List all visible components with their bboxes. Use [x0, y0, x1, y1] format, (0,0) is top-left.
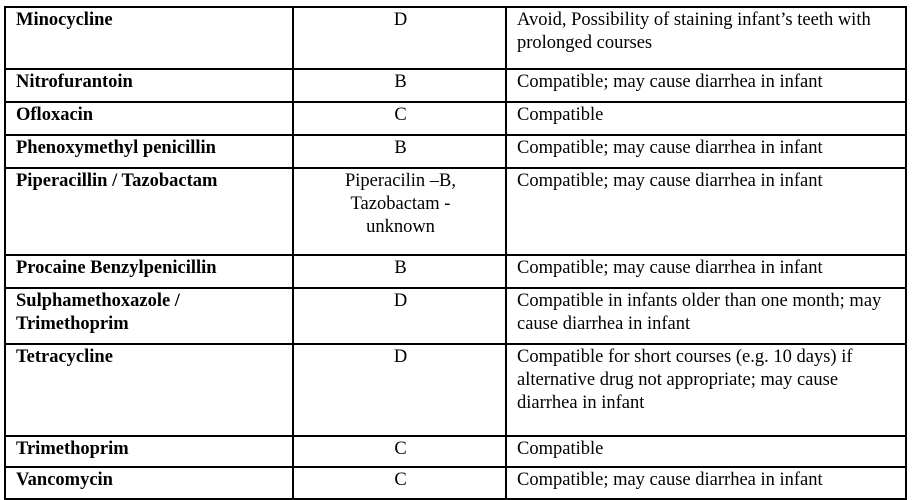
notes-cell: Compatible; may cause diarrhea in infant	[506, 69, 906, 102]
category-cell: B	[293, 255, 506, 288]
notes-cell: Compatible; may cause diarrhea in infant	[506, 467, 906, 499]
drug-name-cell: Tetracycline	[5, 344, 293, 436]
drug-name-cell: Ofloxacin	[5, 102, 293, 135]
notes-cell: Avoid, Possibility of staining infant’s teeth with prolonged courses	[506, 7, 906, 69]
category-line: Piperacilin –B,	[345, 171, 456, 191]
table-row	[5, 69, 906, 102]
category-cell: B	[293, 69, 506, 102]
category-cell: D	[293, 288, 506, 344]
drug-name-cell: Minocycline	[5, 7, 293, 69]
table-row	[5, 467, 906, 499]
drug-name-line: Sulphamethoxazole /	[16, 291, 180, 311]
category-cell: C	[293, 467, 506, 499]
drug-name-line: Trimethoprim	[16, 314, 129, 334]
notes-cell: Compatible	[506, 436, 906, 467]
table-row	[5, 102, 906, 135]
table-row	[5, 288, 906, 344]
table-row	[5, 255, 906, 288]
drug-name-cell: Vancomycin	[5, 467, 293, 499]
drug-name-cell: Nitrofurantoin	[5, 69, 293, 102]
drug-name-cell: Phenoxymethyl penicillin	[5, 135, 293, 168]
category-cell: C	[293, 102, 506, 135]
table-row	[5, 436, 906, 467]
notes-cell: Compatible; may cause diarrhea in infant	[506, 135, 906, 168]
category-cell: B	[293, 135, 506, 168]
category-cell: C	[293, 436, 506, 467]
table-row	[5, 7, 906, 69]
category-cell	[293, 168, 506, 255]
drug-name-cell: Piperacillin / Tazobactam	[5, 168, 293, 255]
table-row	[5, 344, 906, 436]
drug-name-cell	[5, 288, 293, 344]
drug-name-cell: Procaine Benzylpenicillin	[5, 255, 293, 288]
drug-name-cell: Trimethoprim	[5, 436, 293, 467]
notes-cell: Compatible in infants older than one month; may cause diarrhea in infant	[506, 288, 906, 344]
drug-safety-table	[4, 6, 907, 500]
notes-cell: Compatible; may cause diarrhea in infant	[506, 255, 906, 288]
table-row	[5, 168, 906, 255]
category-cell: D	[293, 7, 506, 69]
category-line: Tazobactam -	[350, 194, 451, 214]
table-row	[5, 135, 906, 168]
notes-cell: Compatible; may cause diarrhea in infant	[506, 168, 906, 255]
notes-cell: Compatible	[506, 102, 906, 135]
category-line: unknown	[366, 217, 435, 237]
notes-cell: Compatible for short courses (e.g. 10 days) if alternative drug not appropriate; may cause diarrhea in infant	[506, 344, 906, 436]
category-cell: D	[293, 344, 506, 436]
